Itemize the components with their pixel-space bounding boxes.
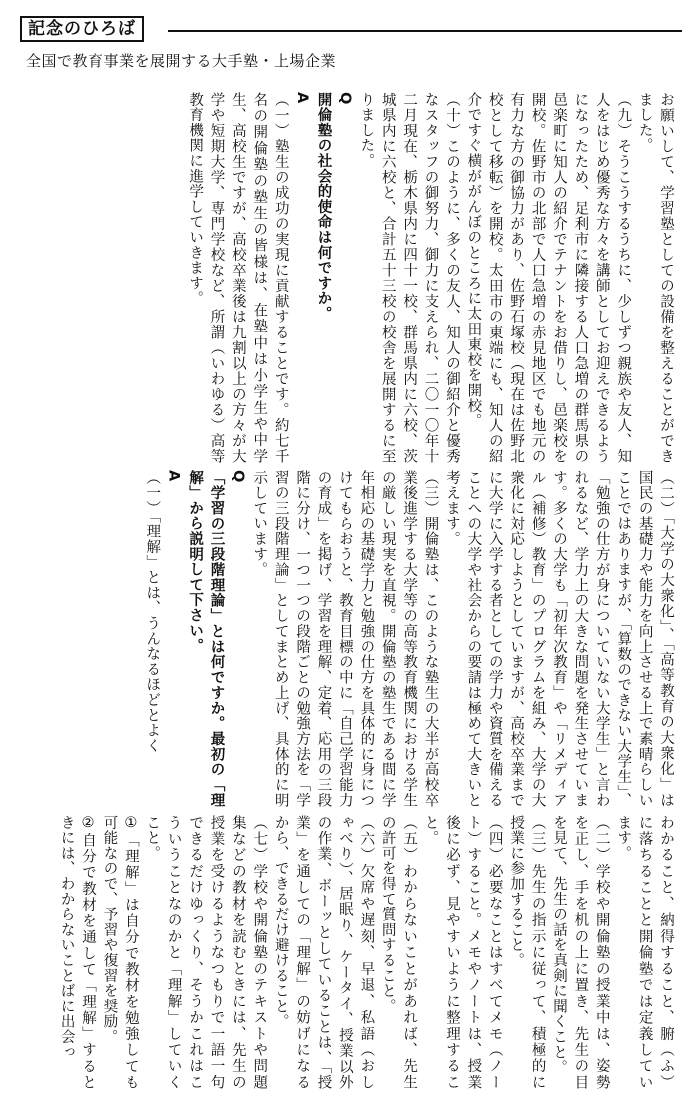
- paragraph: ②自分で教材を通して「理解」するときには、わからないことばに出会っ: [58, 815, 97, 1090]
- paragraph: （九）そうこうするうちに、少しずつ親族や友人、知人をはじめ優秀な方々を講師としてお迎えできるようになったため、足利市に隣接する人口急増の群馬県の邑楽町に知人の紹介でテナントをお借りし、邑楽校を開校。佐野市の北部で人口急増の赤見地区でも地元の有力な方の御協力があり、佐野石塚校（現在は佐野北校として移転）を開校。太田市の東端にも、知人の紹介ですぐ横ががんぼのところに太田東校を開校。: [465, 92, 632, 464]
- question-marker: Q: [229, 470, 246, 484]
- paragraph: （一）塾生の成功の実現に貢献することです。約七千名の開倫塾の塾生の皆様は、在塾中は小学生や中学生、高校生ですが、高校卒業後は九割以上の方々が大学や短期大学、専門学校など、所謂（いわゆる）高等教育機関に進学していきます。: [187, 92, 289, 464]
- paragraph: （三）先生の指示に従って、積極的に授業に参加すること。: [508, 815, 546, 1090]
- paragraph: （二）「大学の大衆化」、「高等教育の大衆化」は国民の基礎力や能力を向上させる上で素晴らしいことではありますが、「算数のできない大学生」、「勉強の仕方が身についていない大学生」と言われるなど、学力上の大きな問題を発生させています。多くの大学も「初年次教育」や「リメディアル（補修）教育」のプログラムを組み、大学の大衆化に対応しようとしていますが、高校卒業までに大学に入学する者としての学力や資質を備えることへの大学や社会からの要請は極めて大きいと考えます。: [443, 470, 674, 808]
- paragraph: （五）わからないことがあれば、先生の許可を得て質問すること。: [379, 815, 418, 1090]
- answer-marker: A: [294, 92, 311, 105]
- paragraph: ①「理解」は自分で教材を勉強しても可能なので、予習や復習を奨励。: [101, 815, 139, 1090]
- band-3-column: [24, 815, 676, 1090]
- text-band-1: [24, 92, 676, 464]
- paragraph: わかること、納得すること、腑（ふ）に落ちることと開倫塾では定義しています。: [615, 815, 674, 1090]
- answer-marker: A: [165, 470, 182, 483]
- header-rule: [168, 30, 682, 32]
- paragraph: （四）必要なことはすべてメモ（ノート）すること。メモやノートは、授業後に必ず、見やすいように整理すること。: [422, 815, 503, 1090]
- paragraph: （十）このように、多くの友人、知人の御紹介と優秀なスタッフの御努力、御力に支えられ、二〇一〇年十二月現在、栃木県内に四十一校、群馬県内に六校、茨城県内に六校と、合計五十三校の校舎を展開するに至りました。: [358, 92, 460, 464]
- paragraph: （六）欠席や遅刻、早退、私語（おしゃべり）、居眠り、ケータイ、授業以外の作業、ボーッとしていることは、「授業」を通しての「理解」の妨げになるから、できるだけ避けること。: [272, 815, 375, 1090]
- section-header: [20, 12, 682, 52]
- paragraph: （三）開倫塾は、このような塾生の大半が高校卒業後進学する大学等の高等教育機関における学生の厳しい現実を直視。開倫塾の塾生である間に学年相応の基礎学力と勉強の仕方を具体的に身につけてもらおうと、教育目標の中に「自己学習能力の育成」を掲げ、学習を理解、定着、応用の三段階に分け、一つ一つの段階ごとの勉強方法を「学習の三段階理論」としてまとめ上げ、具体的に明示しています。: [251, 470, 439, 808]
- question-text: 開倫塾の社会的使命は何ですか。: [315, 92, 332, 322]
- question-marker: Q: [336, 92, 353, 106]
- paragraph: （一）「理解」とは、うんなるほどとよく: [144, 470, 161, 754]
- band-1-column: [24, 92, 676, 464]
- band-2-column: [24, 470, 676, 808]
- question-text: 「学習の三段階理論」とは何ですか。最初の「理解」から説明して下さい。: [187, 470, 225, 808]
- paragraph: お願いして、学習塾としての設備を整えることができました。: [636, 92, 674, 464]
- subtitle: 全国で教育事業を展開する大手塾・上場企業: [26, 52, 337, 70]
- text-band-3: [24, 815, 676, 1090]
- section-tag: 記念のひろば: [20, 16, 144, 42]
- paragraph: （二）学校や開倫塾の授業中は、姿勢を正し、手を机の上に置き、先生の目を見て、先生の話を真剣に聞くこと。: [550, 815, 610, 1090]
- text-band-2: [24, 470, 676, 808]
- paragraph: （七）学校や開倫塾のテキストや問題集などの教材を読むときには、先生の授業を受けるようなつもりで一語一句できるだけゆっくり、そうかこれはこういうことなのかと「理解」していくこと。: [144, 815, 268, 1090]
